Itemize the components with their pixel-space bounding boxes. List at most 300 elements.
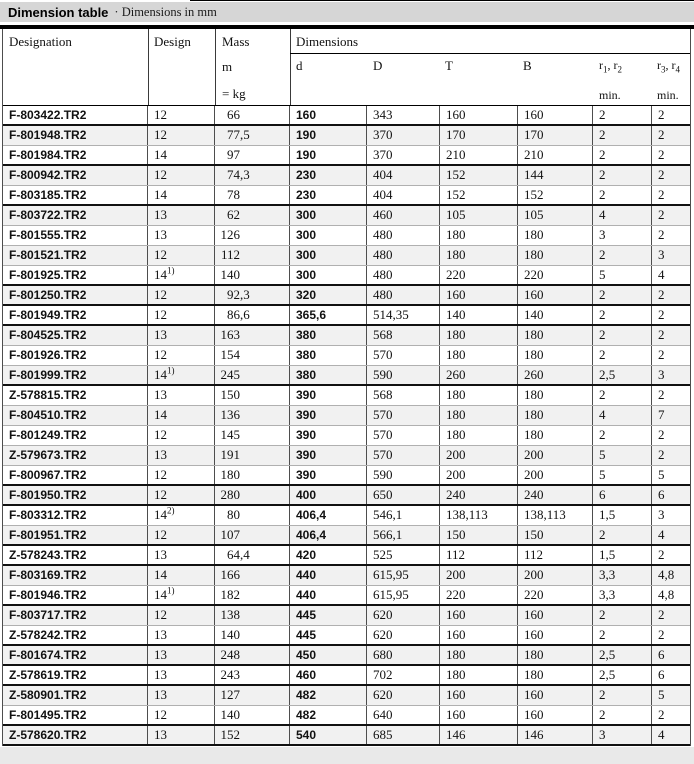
cell-T: 180 — [440, 666, 518, 684]
cell-designation: F-803422.TR2 — [3, 106, 148, 124]
cell-d: 300 — [290, 206, 367, 225]
cell-mass: 80 — [215, 506, 290, 525]
cell-T: 160 — [440, 686, 518, 705]
cell-design: 14$^{2)}$ — [148, 506, 215, 525]
cell-design: 12 — [148, 606, 215, 625]
cell-mass: 62 — [215, 206, 290, 225]
cell-D: 514,35 — [367, 306, 440, 324]
cell-design: 13 — [148, 546, 215, 564]
cell-r34: 2 — [658, 287, 665, 302]
header-col-T: T — [445, 58, 453, 73]
cell-mass: 140 — [215, 706, 290, 724]
cell-T: 180 — [440, 246, 518, 265]
cell-mass: 107 — [215, 526, 290, 544]
cell-B: 144 — [518, 166, 593, 185]
cell-B: 180 — [518, 406, 593, 425]
cell-D: 460 — [367, 206, 440, 225]
cell-mass: 145 — [215, 426, 290, 445]
cell-D: 615,95 — [367, 566, 440, 585]
cell-B: 180 — [518, 226, 593, 245]
cell-B: 112 — [518, 546, 593, 564]
cell-r34: 2 — [658, 167, 665, 182]
table-row — [3, 306, 690, 326]
cell-r34: 6 — [658, 487, 665, 502]
cell-T: 146 — [440, 726, 518, 744]
footnote-marker: 1) — [167, 366, 175, 376]
header-designation: Designation — [9, 34, 72, 49]
cell-T: 200 — [440, 466, 518, 484]
cell-D: 480 — [367, 246, 440, 265]
cell-T: 180 — [440, 226, 518, 245]
cell-mass: 248 — [215, 646, 290, 664]
cell-design: 12 — [148, 486, 215, 504]
cell-mass: 243 — [215, 666, 290, 684]
cell-designation: Z-580901.TR2 — [3, 686, 148, 705]
cell-designation: Z-578243.TR2 — [3, 546, 148, 564]
cell-B: 240 — [518, 486, 593, 504]
cell-design: 14 — [148, 566, 215, 585]
header-dimensions: Dimensions — [296, 34, 359, 49]
cell-r12: 3 — [593, 226, 652, 245]
cell-mass: 138 — [215, 606, 290, 625]
cell-r34: 7 — [658, 407, 665, 422]
cell-designation: F-800942.TR2 — [3, 166, 148, 185]
cell-B: 180 — [518, 426, 593, 445]
cell-mass: 78 — [215, 186, 290, 204]
cell-d: 420 — [290, 546, 367, 564]
cell-design: 12 — [148, 426, 215, 445]
table-row — [3, 646, 690, 666]
cell-r34: 2 — [658, 447, 665, 462]
cell-r34: 6 — [658, 667, 665, 682]
cell-D: 620 — [367, 606, 440, 625]
footnote-marker: 1) — [167, 586, 175, 596]
dimensions-underline — [290, 53, 690, 54]
page-subtitle: · Dimensions in mm — [114, 4, 217, 19]
table-row — [3, 346, 690, 366]
cell-r34: 2 — [658, 327, 665, 342]
cell-design: 13 — [148, 726, 215, 744]
cell-D: 404 — [367, 166, 440, 185]
header-col-D: D — [373, 58, 383, 73]
table-row — [3, 486, 690, 506]
cell-d: 390 — [290, 426, 367, 445]
cell-r34: 2 — [658, 207, 665, 222]
cell-T: 160 — [440, 286, 518, 304]
table-row — [3, 226, 690, 246]
cell-T: 140 — [440, 306, 518, 324]
cell-r34: 3 — [658, 367, 665, 382]
table-row — [3, 566, 690, 586]
cell-d: 445 — [290, 626, 367, 644]
cell-B: 160 — [518, 286, 593, 304]
cell-d: 440 — [290, 566, 367, 585]
cell-r12: 2,5 — [593, 666, 652, 684]
cell-T: 180 — [440, 406, 518, 425]
cell-design: 12 — [148, 246, 215, 265]
cell-mass: 163 — [215, 326, 290, 345]
cell-r12: 2 — [593, 686, 652, 705]
cell-T: 210 — [440, 146, 518, 164]
cell-designation: F-803312.TR2 — [3, 506, 148, 525]
header-design: Design — [154, 34, 191, 49]
cell-d: 482 — [290, 706, 367, 724]
cell-designation: Z-578619.TR2 — [3, 666, 148, 684]
cell-D: 480 — [367, 286, 440, 304]
cell-designation: Z-578242.TR2 — [3, 626, 148, 644]
cell-r12: 2 — [593, 286, 652, 304]
cell-design: 13 — [148, 646, 215, 664]
cell-designation: F-803722.TR2 — [3, 206, 148, 225]
cell-T: 160 — [440, 106, 518, 124]
cell-r34: 2 — [658, 707, 665, 722]
cell-B: 180 — [518, 646, 593, 664]
cell-mass: 152 — [215, 726, 290, 744]
cell-r12: 3,3 — [593, 586, 652, 604]
table-body — [3, 106, 690, 746]
cell-B: 180 — [518, 346, 593, 365]
cell-B: 260 — [518, 366, 593, 384]
cell-designation: F-801949.TR2 — [3, 306, 148, 324]
cell-T: 180 — [440, 346, 518, 365]
cell-design: 12 — [148, 306, 215, 324]
header-col-r34: $r_3$, $r_4$ — [657, 58, 680, 75]
table-row — [3, 146, 690, 166]
cell-design: 14$^{1)}$ — [148, 366, 215, 384]
header-col-r12: $r_1$, $r_2$ — [599, 58, 622, 75]
cell-D: 570 — [367, 346, 440, 365]
cell-design: 12 — [148, 166, 215, 185]
table-row — [3, 526, 690, 546]
cell-designation: F-801521.TR2 — [3, 246, 148, 265]
cell-r12: 2 — [593, 386, 652, 405]
cell-r34: 2 — [658, 307, 665, 322]
cell-D: 620 — [367, 686, 440, 705]
title-bar — [0, 2, 694, 22]
cell-designation: Z-578620.TR2 — [3, 726, 148, 744]
table-row — [3, 126, 690, 146]
cell-T: 200 — [440, 446, 518, 465]
cell-r12: 2 — [593, 346, 652, 365]
cell-B: 180 — [518, 386, 593, 405]
cell-d: 406,4 — [290, 526, 367, 544]
cell-D: 568 — [367, 326, 440, 345]
cell-mass: 127 — [215, 686, 290, 705]
cell-r12: 2 — [593, 106, 652, 124]
cell-d: 300 — [290, 226, 367, 245]
cell-D: 640 — [367, 706, 440, 724]
cell-D: 546,1 — [367, 506, 440, 525]
header-mass-symbol: m — [222, 59, 233, 74]
table-row — [3, 206, 690, 226]
cell-D: 650 — [367, 486, 440, 504]
cell-D: 680 — [367, 646, 440, 664]
cell-B: 220 — [518, 586, 593, 604]
cell-mass: 150 — [215, 386, 290, 405]
table-row — [3, 266, 690, 286]
cell-mass: 245 — [215, 366, 290, 384]
table-row — [3, 406, 690, 426]
cell-r34: 2 — [658, 387, 665, 402]
cell-design: 12 — [148, 706, 215, 724]
cell-r34: 2 — [658, 127, 665, 142]
cell-designation: Z-578815.TR2 — [3, 386, 148, 405]
cell-T: 160 — [440, 706, 518, 724]
cell-d: 390 — [290, 406, 367, 425]
cell-r34: 2 — [658, 347, 665, 362]
cell-B: 150 — [518, 526, 593, 544]
cell-r12: 5 — [593, 446, 652, 465]
cell-designation: F-801948.TR2 — [3, 126, 148, 145]
cell-D: 480 — [367, 266, 440, 284]
cell-r12: 3 — [593, 726, 652, 744]
cell-T: 150 — [440, 526, 518, 544]
table-row — [3, 286, 690, 306]
cell-d: 390 — [290, 446, 367, 465]
cell-D: 370 — [367, 126, 440, 145]
cell-d: 390 — [290, 466, 367, 484]
table-row — [3, 386, 690, 406]
cell-B: 160 — [518, 606, 593, 625]
cell-D: 404 — [367, 186, 440, 204]
cell-D: 525 — [367, 546, 440, 564]
header-col-d: d — [296, 58, 303, 73]
table-row — [3, 246, 690, 266]
cell-r12: 1,5 — [593, 506, 652, 525]
cell-r12: 2 — [593, 606, 652, 625]
cell-design: 14 — [148, 186, 215, 204]
cell-mass: 112 — [215, 246, 290, 265]
cell-design: 13 — [148, 386, 215, 405]
cell-r34: 3 — [658, 247, 665, 262]
cell-B: 200 — [518, 446, 593, 465]
cell-d: 380 — [290, 326, 367, 345]
table-row — [3, 186, 690, 206]
cell-r34: 4,8 — [658, 567, 675, 582]
cell-designation: F-803185.TR2 — [3, 186, 148, 204]
cell-mass: 154 — [215, 346, 290, 365]
cell-designation: Z-579673.TR2 — [3, 446, 148, 465]
cell-design: 13 — [148, 326, 215, 345]
cell-mass: 97 — [215, 146, 290, 164]
cell-designation: F-801946.TR2 — [3, 586, 148, 604]
cell-D: 620 — [367, 626, 440, 644]
header-mass-unit: = kg — [222, 86, 246, 101]
cell-r34: 6 — [658, 647, 665, 662]
page-title: Dimension table — [8, 4, 109, 20]
cell-D: 480 — [367, 226, 440, 245]
cell-design: 12 — [148, 346, 215, 365]
cell-design: 13 — [148, 226, 215, 245]
cell-design: 12 — [148, 526, 215, 544]
cell-mass: 180 — [215, 466, 290, 484]
cell-T: 180 — [440, 386, 518, 405]
cell-r12: 3,3 — [593, 566, 652, 585]
cell-D: 570 — [367, 446, 440, 465]
cell-designation: F-801926.TR2 — [3, 346, 148, 365]
cell-mass: 74,3 — [215, 166, 290, 185]
cell-T: 180 — [440, 646, 518, 664]
cell-T: 220 — [440, 266, 518, 284]
cell-D: 685 — [367, 726, 440, 744]
cell-r12: 4 — [593, 206, 652, 225]
cell-design: 12 — [148, 126, 215, 145]
cell-d: 445 — [290, 606, 367, 625]
cell-r12: 2 — [593, 146, 652, 164]
cell-mass: 126 — [215, 226, 290, 245]
cell-D: 570 — [367, 406, 440, 425]
cell-T: 180 — [440, 326, 518, 345]
cell-designation: F-801250.TR2 — [3, 286, 148, 304]
cell-T: 220 — [440, 586, 518, 604]
cell-D: 590 — [367, 466, 440, 484]
cell-B: 152 — [518, 186, 593, 204]
cell-mass: 92,3 — [215, 286, 290, 304]
cell-r12: 2,5 — [593, 366, 652, 384]
cell-d: 300 — [290, 266, 367, 284]
table-row — [3, 706, 690, 726]
cell-d: 380 — [290, 366, 367, 384]
cell-B: 160 — [518, 706, 593, 724]
table-row — [3, 726, 690, 746]
cell-d: 300 — [290, 246, 367, 265]
cell-r12: 2,5 — [593, 646, 652, 664]
cell-r12: 5 — [593, 266, 652, 284]
cell-r34: 4 — [658, 527, 665, 542]
cell-mass: 280 — [215, 486, 290, 504]
cell-T: 105 — [440, 206, 518, 225]
cell-design: 14 — [148, 146, 215, 164]
cell-D: 702 — [367, 666, 440, 684]
table-row — [3, 326, 690, 346]
cell-d: 540 — [290, 726, 367, 744]
cell-r12: 2 — [593, 246, 652, 265]
cell-r12: 2 — [593, 706, 652, 724]
column-divider — [148, 29, 149, 105]
cell-T: 260 — [440, 366, 518, 384]
cell-r34: 5 — [658, 467, 665, 482]
cell-design: 14 — [148, 406, 215, 425]
cell-D: 570 — [367, 426, 440, 445]
footnote-marker: 1) — [167, 266, 175, 276]
cell-r12: 6 — [593, 486, 652, 504]
cell-T: 180 — [440, 426, 518, 445]
cell-T: 160 — [440, 626, 518, 644]
cell-mass: 77,5 — [215, 126, 290, 145]
cell-design: 12 — [148, 106, 215, 124]
cell-designation: F-800967.TR2 — [3, 466, 148, 484]
cell-designation: F-804510.TR2 — [3, 406, 148, 425]
table-header — [3, 29, 690, 106]
cell-B: 170 — [518, 126, 593, 145]
cell-r34: 2 — [658, 547, 665, 562]
cell-r12: 2 — [593, 166, 652, 185]
cell-r12: 2 — [593, 306, 652, 324]
cell-B: 160 — [518, 626, 593, 644]
cell-mass: 140 — [215, 626, 290, 644]
cell-B: 160 — [518, 686, 593, 705]
header-col-B: B — [523, 58, 532, 73]
cell-mass: 66 — [215, 106, 290, 124]
table-row — [3, 366, 690, 386]
cell-d: 390 — [290, 386, 367, 405]
cell-d: 400 — [290, 486, 367, 504]
cell-B: 200 — [518, 466, 593, 484]
cell-B: 105 — [518, 206, 593, 225]
cell-r12: 2 — [593, 126, 652, 145]
cell-designation: F-801925.TR2 — [3, 266, 148, 284]
cell-mass: 136 — [215, 406, 290, 425]
cell-design: 13 — [148, 446, 215, 465]
cell-T: 138,113 — [440, 506, 518, 525]
cell-r12: 5 — [593, 466, 652, 484]
dimension-table — [2, 29, 691, 746]
cell-d: 460 — [290, 666, 367, 684]
footnote-marker: 2) — [167, 506, 175, 516]
cell-D: 370 — [367, 146, 440, 164]
header-mass: Mass — [222, 34, 250, 49]
cell-r34: 2 — [658, 227, 665, 242]
top-rule — [190, 0, 694, 1]
cell-r12: 2 — [593, 186, 652, 204]
cell-d: 482 — [290, 686, 367, 705]
cell-B: 200 — [518, 566, 593, 585]
cell-r34: 4 — [658, 267, 665, 282]
cell-d: 450 — [290, 646, 367, 664]
cell-designation: F-801950.TR2 — [3, 486, 148, 504]
cell-design: 12 — [148, 466, 215, 484]
cell-r12: 2 — [593, 426, 652, 445]
cell-r12: 2 — [593, 626, 652, 644]
cell-designation: F-801495.TR2 — [3, 706, 148, 724]
cell-B: 210 — [518, 146, 593, 164]
cell-designation: F-801951.TR2 — [3, 526, 148, 544]
cell-mass: 86,6 — [215, 306, 290, 324]
cell-T: 200 — [440, 566, 518, 585]
table-row — [3, 426, 690, 446]
cell-B: 180 — [518, 666, 593, 684]
cell-design: 12 — [148, 286, 215, 304]
cell-B: 220 — [518, 266, 593, 284]
cell-design: 13 — [148, 206, 215, 225]
table-row — [3, 506, 690, 526]
cell-r34: 2 — [658, 147, 665, 162]
cell-B: 140 — [518, 306, 593, 324]
cell-designation: F-801999.TR2 — [3, 366, 148, 384]
cell-B: 160 — [518, 106, 593, 124]
cell-r34: 2 — [658, 627, 665, 642]
cell-r12: 1,5 — [593, 546, 652, 564]
table-row — [3, 466, 690, 486]
table-row — [3, 626, 690, 646]
cell-D: 566,1 — [367, 526, 440, 544]
cell-design: 13 — [148, 686, 215, 705]
cell-T: 152 — [440, 166, 518, 185]
cell-r34: 4,8 — [658, 587, 675, 602]
cell-designation: F-801555.TR2 — [3, 226, 148, 245]
cell-mass: 182 — [215, 586, 290, 604]
cell-T: 170 — [440, 126, 518, 145]
column-divider — [215, 29, 216, 105]
cell-r34: 5 — [658, 687, 665, 702]
cell-r34: 2 — [658, 427, 665, 442]
cell-design: 13 — [148, 626, 215, 644]
column-divider — [290, 29, 291, 105]
cell-mass: 191 — [215, 446, 290, 465]
cell-mass: 166 — [215, 566, 290, 585]
cell-d: 320 — [290, 286, 367, 304]
cell-design: 13 — [148, 666, 215, 684]
